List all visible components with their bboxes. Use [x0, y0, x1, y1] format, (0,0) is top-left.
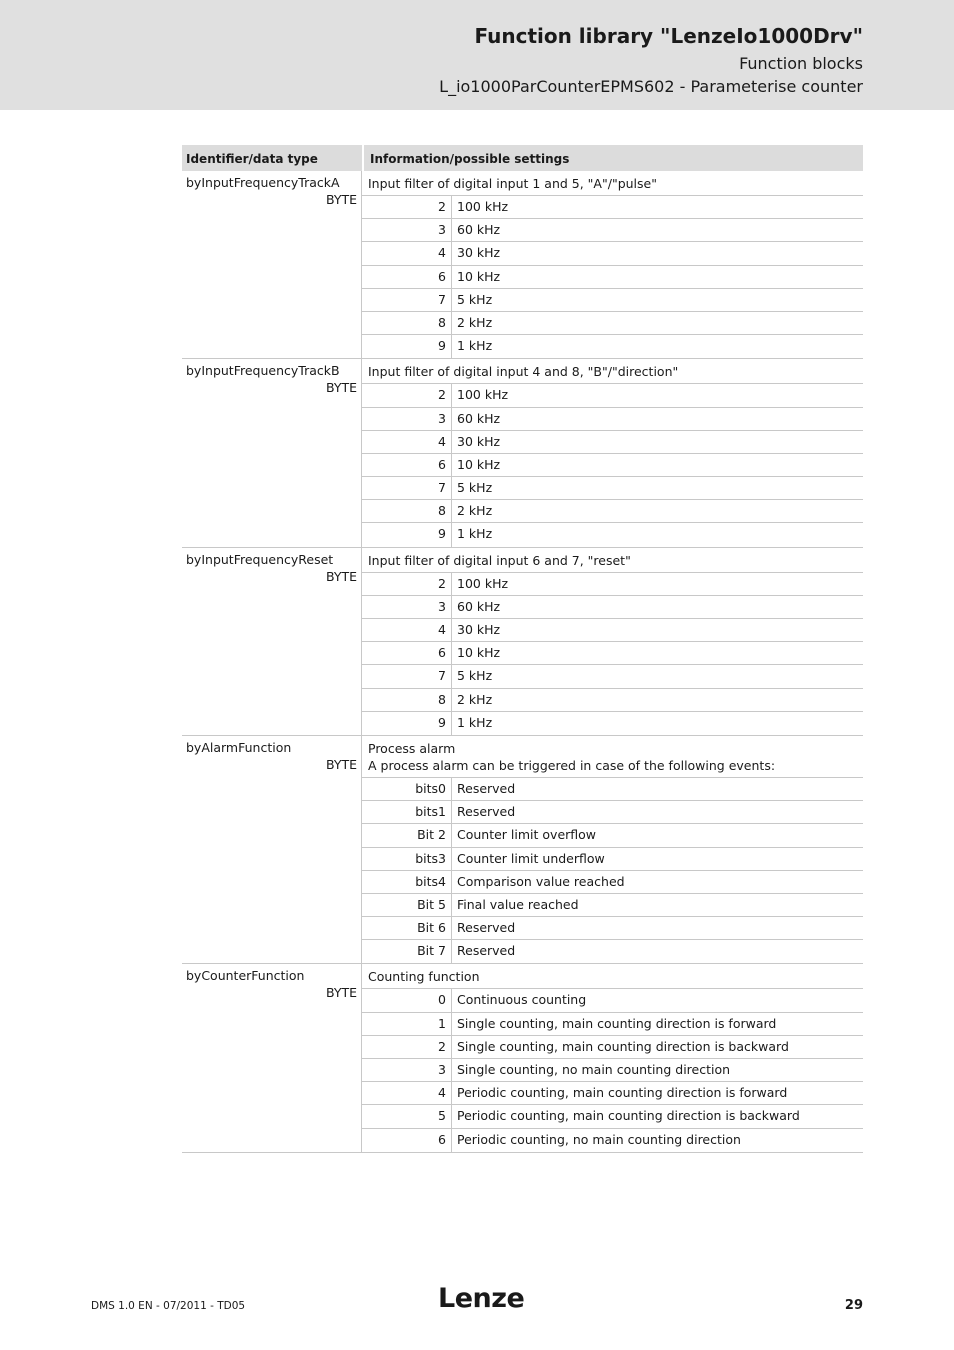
setting-row [362, 1082, 863, 1105]
parameter-description [362, 171, 863, 196]
information-cell [362, 171, 863, 358]
setting-value: 2 kHz [457, 503, 493, 519]
setting-code: Bit 5 [362, 894, 452, 916]
description-line: Input filter of digital input 6 and 7, "reset" [368, 552, 631, 568]
description-line: Counting function [368, 969, 480, 985]
setting-code: 2 [362, 384, 452, 406]
parameter-description [362, 964, 863, 989]
setting-row [362, 940, 863, 963]
setting-row [362, 312, 863, 335]
setting-value: Reserved [457, 943, 516, 959]
setting-code: Bit 7 [362, 940, 452, 963]
setting-value: 2 kHz [457, 691, 493, 707]
setting-row [362, 665, 863, 688]
setting-code: 4 [362, 242, 452, 264]
column-header-identifier: Identifier/data type [186, 152, 318, 166]
setting-value: 10 kHz [457, 268, 501, 284]
setting-value: Reserved [457, 920, 516, 936]
setting-row [362, 871, 863, 894]
setting-value: 1 kHz [457, 526, 493, 542]
setting-row [362, 801, 863, 824]
setting-value: 10 kHz [457, 645, 501, 661]
data-type: BYTE [325, 756, 357, 772]
setting-value: 5 kHz [457, 291, 493, 307]
data-type: BYTE [325, 192, 357, 207]
column-header-information: Information/possible settings [362, 145, 863, 171]
setting-row [362, 894, 863, 917]
setting-row [362, 689, 863, 712]
setting-value: 30 kHz [457, 622, 501, 637]
parameter-name: byInputFrequencyReset [186, 551, 334, 567]
setting-code: 3 [362, 596, 452, 618]
setting-value: 100 kHz [457, 387, 509, 403]
setting-code: 6 [362, 642, 452, 664]
setting-value: 1 kHz [457, 714, 493, 730]
setting-code: bits4 [362, 871, 452, 893]
table-body [182, 171, 863, 1153]
setting-value: Reserved [457, 804, 516, 820]
identifier-cell [182, 171, 362, 358]
setting-row [362, 1129, 863, 1152]
page-title: Function library "LenzeIo1000Drv" [474, 24, 863, 48]
setting-code: 8 [362, 500, 452, 522]
setting-row [362, 477, 863, 500]
setting-row [362, 266, 863, 289]
setting-code: 4 [362, 1082, 452, 1104]
setting-row [362, 573, 863, 596]
setting-value: 100 kHz [457, 199, 509, 214]
setting-code: 7 [362, 289, 452, 311]
identifier-cell [182, 548, 362, 735]
setting-row [362, 289, 863, 312]
setting-row [362, 335, 863, 358]
setting-row [362, 824, 863, 847]
setting-value: Periodic counting, no main counting direction [457, 1131, 741, 1147]
setting-code: 3 [362, 408, 452, 430]
setting-code: 2 [362, 573, 452, 595]
setting-value: Continuous counting [457, 992, 587, 1008]
setting-row [362, 1059, 863, 1082]
information-cell [362, 359, 863, 546]
setting-row [362, 196, 863, 219]
setting-code: 8 [362, 689, 452, 711]
setting-value: Comparison value reached [457, 873, 625, 889]
setting-value: Single counting, main counting direction is backward [457, 1038, 789, 1054]
setting-row [362, 712, 863, 735]
setting-row [362, 1013, 863, 1036]
setting-value: Counter limit underflow [457, 850, 605, 866]
setting-code: 6 [362, 1129, 452, 1152]
setting-code: 7 [362, 477, 452, 499]
parameter-description [362, 359, 863, 384]
parameter-group [182, 736, 863, 965]
information-cell [362, 548, 863, 735]
parameter-group [182, 548, 863, 736]
setting-code: 6 [362, 454, 452, 476]
setting-code: 9 [362, 523, 452, 546]
setting-code: 2 [362, 1036, 452, 1058]
information-cell [362, 736, 863, 964]
setting-code: Bit 2 [362, 824, 452, 846]
parameter-group [182, 359, 863, 547]
setting-code: 9 [362, 335, 452, 358]
description-line: Process alarm [368, 740, 456, 756]
parameter-table [182, 145, 863, 1153]
setting-value: 2 kHz [457, 314, 493, 330]
setting-code: 3 [362, 1059, 452, 1081]
setting-code: 1 [362, 1013, 452, 1035]
description-line: Input filter of digital input 4 and 8, "B"/"direction" [368, 364, 679, 380]
setting-value: 30 kHz [457, 245, 501, 261]
parameter-name: byInputFrequencyTrackB [186, 363, 340, 379]
parameter-name: byAlarmFunction [186, 739, 292, 755]
setting-row [362, 454, 863, 477]
setting-code: 4 [362, 431, 452, 453]
section-subtitle: Function blocks [739, 54, 863, 73]
parameter-description [362, 548, 863, 573]
page-header [0, 0, 954, 110]
setting-code: bits1 [362, 801, 452, 823]
data-type: BYTE [325, 380, 357, 396]
setting-value: 60 kHz [457, 410, 501, 426]
setting-code: 3 [362, 219, 452, 241]
setting-code: bits3 [362, 848, 452, 870]
setting-row [362, 500, 863, 523]
setting-code: 6 [362, 266, 452, 288]
setting-value: 60 kHz [457, 598, 501, 614]
information-cell [362, 964, 863, 1151]
description-line: A process alarm can be triggered in case of the following events: [368, 757, 776, 773]
setting-code: 9 [362, 712, 452, 735]
setting-row [362, 384, 863, 407]
setting-row [362, 523, 863, 546]
identifier-cell [182, 964, 362, 1151]
setting-value: 5 kHz [457, 480, 493, 496]
setting-value: 5 kHz [457, 668, 493, 684]
data-type: BYTE [325, 985, 357, 1001]
setting-row [362, 596, 863, 619]
setting-value: 30 kHz [457, 433, 501, 449]
setting-value: Reserved [457, 780, 516, 796]
setting-code: Bit 6 [362, 917, 452, 939]
setting-code: 2 [362, 196, 452, 218]
parameter-name: byInputFrequencyTrackA [186, 175, 340, 190]
setting-value: Counter limit overflow [457, 827, 597, 843]
setting-code: 4 [362, 619, 452, 641]
setting-row [362, 917, 863, 940]
setting-value: Single counting, no main counting direction [457, 1062, 731, 1077]
setting-value: 100 kHz [457, 575, 509, 591]
setting-code: 7 [362, 665, 452, 687]
lenze-logo: Lenze [438, 1283, 525, 1314]
identifier-cell [182, 359, 362, 546]
page-number: 29 [844, 1298, 863, 1313]
setting-row [362, 619, 863, 642]
parameter-group [182, 964, 863, 1152]
setting-value: 1 kHz [457, 338, 493, 354]
setting-row [362, 1105, 863, 1128]
identifier-cell [182, 736, 362, 964]
section-subtitle-detail: L_io1000ParCounterEPMS602 - Parameterise counter [439, 77, 863, 96]
setting-code: 0 [362, 989, 452, 1011]
setting-row [362, 642, 863, 665]
setting-code: bits0 [362, 778, 452, 800]
setting-row [362, 989, 863, 1012]
setting-row [362, 408, 863, 431]
data-type: BYTE [325, 568, 357, 584]
setting-value: Periodic counting, main counting direction is forward [457, 1085, 788, 1101]
setting-row [362, 848, 863, 871]
setting-value: Single counting, main counting direction is forward [457, 1015, 777, 1031]
parameter-name: byCounterFunction [186, 968, 305, 984]
setting-row [362, 219, 863, 242]
setting-row [362, 778, 863, 801]
setting-value: 10 kHz [457, 456, 501, 472]
parameter-description [362, 736, 863, 778]
setting-value: Final value reached [457, 896, 579, 912]
table-header [182, 145, 863, 171]
parameter-group [182, 171, 863, 359]
setting-code: 8 [362, 312, 452, 334]
setting-value: Periodic counting, main counting direction is backward [457, 1108, 800, 1124]
setting-code: 5 [362, 1105, 452, 1127]
setting-row [362, 431, 863, 454]
setting-row [362, 242, 863, 265]
setting-value: 60 kHz [457, 222, 501, 238]
document-id: DMS 1.0 EN - 07/2011 - TD05 [91, 1300, 246, 1312]
description-line: Input filter of digital input 1 and 5, "A"/"pulse" [368, 176, 657, 191]
setting-row [362, 1036, 863, 1059]
